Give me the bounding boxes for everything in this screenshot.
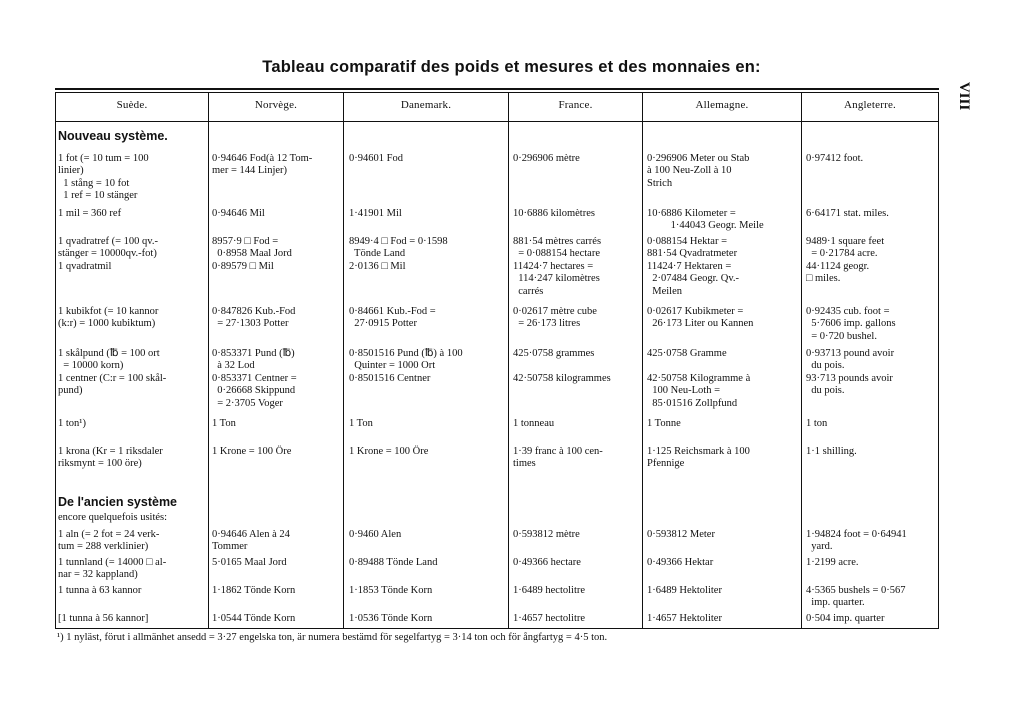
table-cell-danemark: 1 Ton xyxy=(349,418,373,429)
column-divider xyxy=(801,92,802,629)
table-cell-angleterre: 0·92435 cub. foot = 5·7606 imp. gallons = 0·720 bushel. xyxy=(806,306,896,342)
table-cell-danemark: 0·89488 Tönde Land xyxy=(349,557,438,568)
table-cell-danemark: 1 Krone = 100 Öre xyxy=(349,446,429,457)
table-cell-france: 425·0758 grammes 42·50758 kilogrammes xyxy=(513,348,611,384)
table-cell-suede: 1 mil = 360 ref xyxy=(58,208,122,219)
table-cell-france: 1·4657 hectolitre xyxy=(513,613,586,624)
table-cell-allemagne: 1·125 Reichsmark à 100 Pfennige xyxy=(647,446,750,470)
table-cell-france: 10·6886 kilomètres xyxy=(513,208,595,219)
table-cell-suede: 1 tunnland (= 14000 □ al- nar = 32 kappland) xyxy=(58,557,167,581)
table-cell-norvege: 1·1862 Tönde Korn xyxy=(212,585,296,596)
table-cell-norvege: 0·847826 Kub.-Fod = 27·1303 Potter xyxy=(212,306,296,330)
table-cell-france: 1 tonneau xyxy=(513,418,555,429)
top-rule xyxy=(55,88,939,90)
table-cell-suede: 1 skålpund (℔ = 100 ort = 10000 korn) 1 centner (C:r = 100 skål- pund) xyxy=(58,348,167,397)
table-cell-allemagne: 0·088154 Hektar = 881·54 Qvadratmeter 11424·7 Hektaren = 2·07484 Geogr. Qv.- Meilen xyxy=(647,236,740,297)
table-cell-angleterre: 1 ton xyxy=(806,418,828,429)
table-cell-angleterre: 1·94824 foot = 0·64941 yard. xyxy=(806,529,907,553)
table-cell-norvege: 0·94646 Fod(à 12 Tom- mer = 144 Linjer) xyxy=(212,153,313,177)
table-frame-left xyxy=(55,92,56,629)
table-cell-angleterre: 0·97412 foot. xyxy=(806,153,864,164)
table-cell-suede: 1 kubikfot (= 10 kannor (k:r) = 1000 kubiktum) xyxy=(58,306,159,330)
column-header-france: France. xyxy=(558,99,593,111)
table-cell-france: 0·49366 hectare xyxy=(513,557,581,568)
table-cell-allemagne: 0·49366 Hektar xyxy=(647,557,714,568)
table-cell-norvege: 0·94646 Alen à 24 Tommer xyxy=(212,529,290,553)
column-header-allemagne: Allemagne. xyxy=(695,99,749,111)
table-cell-danemark: 0·94601 Fod xyxy=(349,153,403,164)
table-cell-allemagne: 425·0758 Gramme 42·50758 Kilogramme à 100 Neu-Loth = 85·01516 Zollpfund xyxy=(647,348,751,409)
table-cell-angleterre: 1·2199 acre. xyxy=(806,557,859,568)
column-header-danemark: Danemark. xyxy=(400,99,452,111)
column-divider xyxy=(508,92,509,629)
column-header-angleterre: Angleterre. xyxy=(844,99,896,111)
page-number: VIII xyxy=(956,81,973,111)
page-title: Tableau comparatif des poids et mesures et des monnaies en: xyxy=(262,58,761,76)
table-cell-angleterre: 0·504 imp. quarter xyxy=(806,613,885,624)
header-rule xyxy=(55,121,939,122)
table-cell-france: 1·6489 hectolitre xyxy=(513,585,586,596)
table-cell-allemagne: 1·6489 Hektoliter xyxy=(647,585,722,596)
table-cell-danemark: 8949·4 □ Fod = 0·1598 Tönde Land 2·0136 □ Mil xyxy=(349,236,448,272)
table-cell-allemagne: 1 Tonne xyxy=(647,418,681,429)
section-subtitle-old-system: encore quelquefois usités: xyxy=(58,512,168,523)
table-cell-danemark: 0·9460 Alen xyxy=(349,529,402,540)
table-cell-france: 0·02617 mètre cube = 26·173 litres xyxy=(513,306,597,330)
table-frame-right xyxy=(938,92,939,629)
table-cell-allemagne: 10·6886 Kilometer = 1·44043 Geogr. Meile xyxy=(647,208,764,232)
bottom-rule xyxy=(55,628,939,629)
footnote: ¹) 1 nyläst, förut i allmänhet ansedd = 3·27 engelska ton, är numera bestämd för segelfartyg = 3·14 ton och för ångfartyg = 4·5 ton. xyxy=(57,632,608,643)
table-cell-danemark: 1·0536 Tönde Korn xyxy=(349,613,433,624)
table-cell-suede: 1 ton¹) xyxy=(58,418,86,429)
table-cell-danemark: 0·84661 Kub.-Fod = 27·0915 Potter xyxy=(349,306,436,330)
section-title-new-system: Nouveau système. xyxy=(58,129,168,143)
section-title-old-system: De l'ancien système xyxy=(58,495,178,509)
column-header-suede: Suède. xyxy=(116,99,148,111)
table-cell-norvege: 5·0165 Maal Jord xyxy=(212,557,287,568)
column-divider xyxy=(642,92,643,629)
table-cell-suede: 1 tunna à 63 kannor xyxy=(58,585,142,596)
table-cell-angleterre: 9489·1 square feet = 0·21784 acre. 44·1124 geogr. □ miles. xyxy=(806,236,885,285)
table-cell-angleterre: 1·1 shilling. xyxy=(806,446,857,457)
column-header-norvege: Norvège. xyxy=(254,99,298,111)
table-cell-norvege: 1 Krone = 100 Öre xyxy=(212,446,292,457)
table-cell-norvege: 8957·9 □ Fod = 0·8958 Maal Jord 0·89579 □ Mil xyxy=(212,236,292,272)
table-cell-suede: 1 aln (= 2 fot = 24 verk- tum = 288 verklinier) xyxy=(58,529,160,553)
top-rule-inner xyxy=(55,92,939,93)
table-cell-france: 0·296906 mètre xyxy=(513,153,580,164)
column-divider xyxy=(343,92,344,629)
table-cell-france: 1·39 franc à 100 cen- times xyxy=(513,446,603,470)
table-cell-norvege: 0·94646 Mil xyxy=(212,208,265,219)
table-cell-france: 0·593812 mètre xyxy=(513,529,580,540)
table-cell-suede: [1 tunna à 56 kannor] xyxy=(58,613,149,624)
table-cell-angleterre: 4·5365 bushels = 0·567 imp. quarter. xyxy=(806,585,906,609)
table-cell-allemagne: 0·593812 Meter xyxy=(647,529,715,540)
table-cell-suede: 1 qvadratref (= 100 qv.- stänger = 10000qv.-fot) 1 qvadratmil xyxy=(58,236,158,272)
table-cell-allemagne: 0·02617 Kubikmeter = 26·173 Liter ou Kannen xyxy=(647,306,754,330)
table-cell-norvege: 1·0544 Tönde Korn xyxy=(212,613,296,624)
table-cell-suede: 1 krona (Kr = 1 riksdaler riksmynt = 100 öre) xyxy=(58,446,163,470)
table-cell-danemark: 1·1853 Tönde Korn xyxy=(349,585,433,596)
table-cell-norvege: 1 Ton xyxy=(212,418,236,429)
table-cell-allemagne: 1·4657 Hektoliter xyxy=(647,613,722,624)
table-cell-angleterre: 6·64171 stat. miles. xyxy=(806,208,889,219)
table-cell-allemagne: 0·296906 Meter ou Stab à 100 Neu-Zoll à 10 Strich xyxy=(647,153,750,189)
table-cell-norvege: 0·853371 Pund (℔) à 32 Lod 0·853371 Centner = 0·26668 Skippund = 2·3705 Voger xyxy=(212,348,297,409)
table-cell-danemark: 1·41901 Mil xyxy=(349,208,402,219)
column-divider xyxy=(208,92,209,629)
table-cell-danemark: 0·8501516 Pund (℔) à 100 Quinter = 1000 Ort 0·8501516 Centner xyxy=(349,348,463,384)
table-cell-france: 881·54 mètres carrés = 0·088154 hectare 11424·7 hectares = 114·247 kilomètres carrés xyxy=(513,236,602,297)
table-cell-angleterre: 0·93713 pound avoir du pois. 93·713 pounds avoir du pois. xyxy=(806,348,895,397)
table-cell-suede: 1 fot (= 10 tum = 100 linier) 1 stång = 10 fot 1 ref = 10 stänger xyxy=(58,153,149,202)
